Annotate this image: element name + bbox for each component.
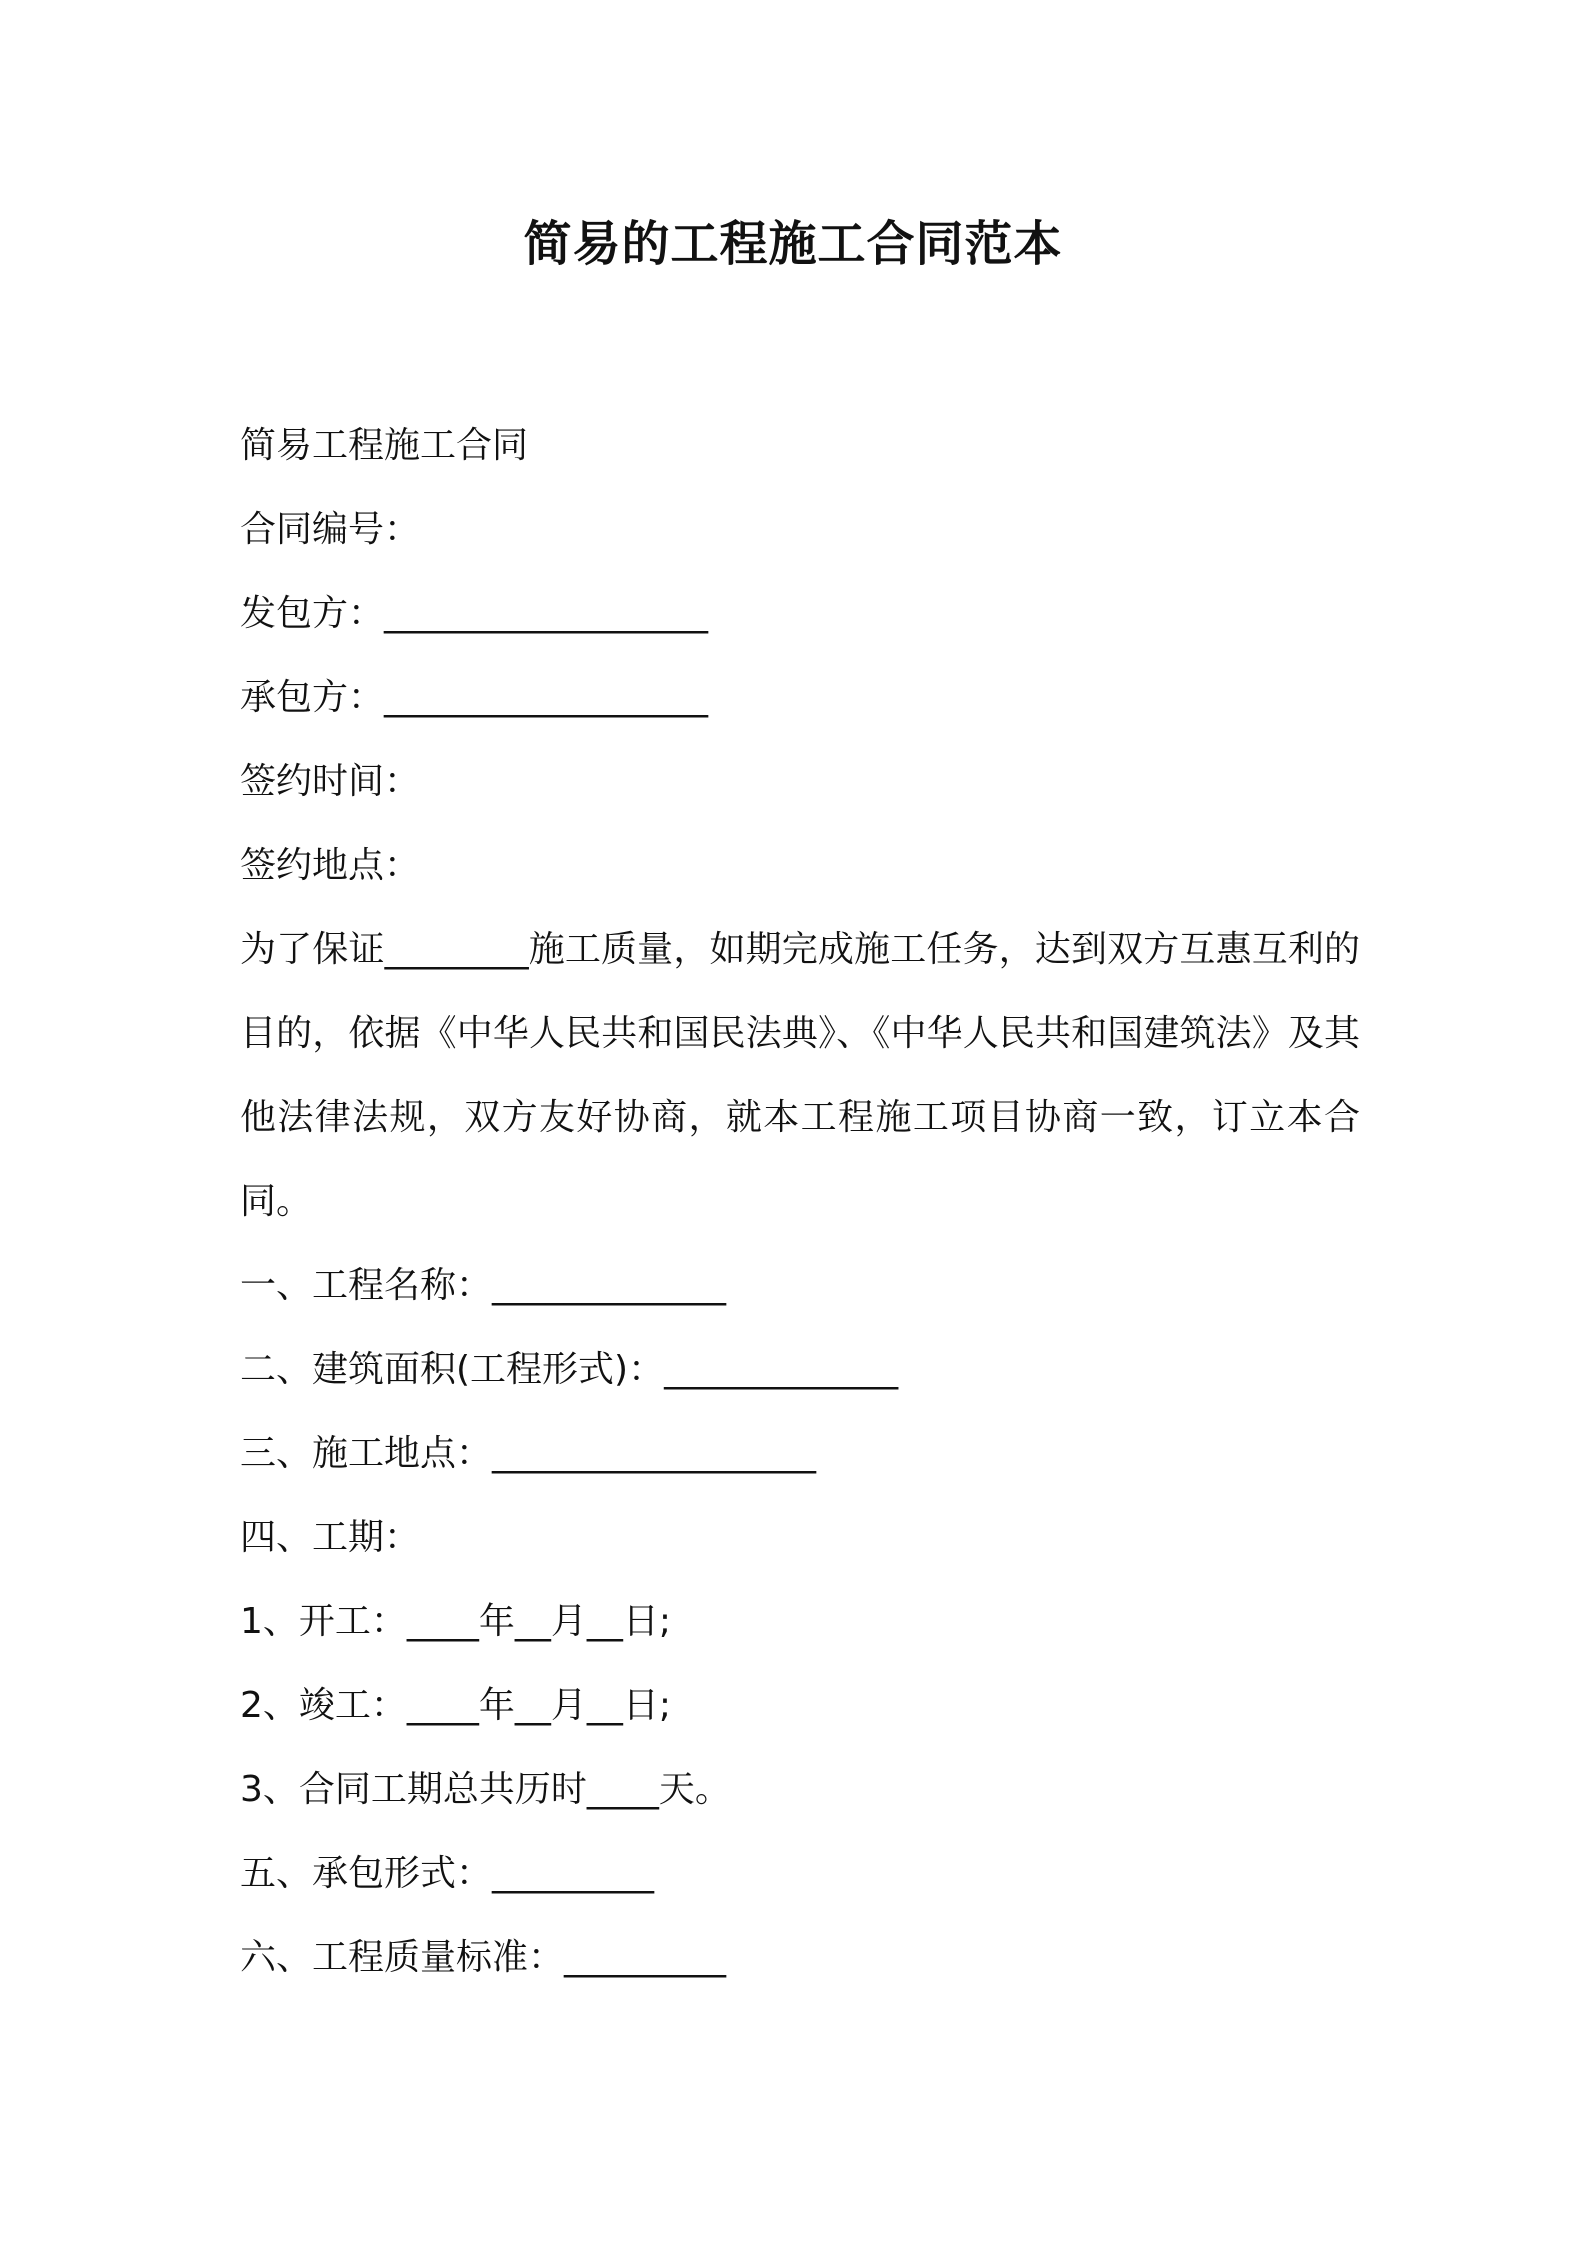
clause-construction-site: 三、施工地点：__________________ bbox=[240, 1433, 817, 1474]
clause-start-date: 1、开工：____年__月__日; bbox=[240, 1601, 672, 1642]
contract-number-line: 合同编号： bbox=[240, 509, 421, 550]
intro-paragraph: 为了保证________施工质量，如期完成施工任务，达到双方互惠互利的目的，依据《中华人民共和国民法典》、《中华人民共和国建筑法》及其他法律法规，双方友好协商，就本工程施工项目协商一致，订立本合同。 bbox=[240, 929, 1360, 1222]
clause-building-area: 二、建筑面积(工程形式)：_____________ bbox=[240, 1349, 899, 1390]
clause-quality-standard: 六、工程质量标准：_________ bbox=[240, 1937, 727, 1978]
contractor-line: 承包方：__________________ bbox=[240, 677, 709, 718]
clause-project-name: 一、工程名称：_____________ bbox=[240, 1265, 727, 1306]
clause-contract-form: 五、承包形式：_________ bbox=[240, 1853, 655, 1894]
signing-time-line: 签约时间： bbox=[240, 761, 421, 802]
document-title: 简易的工程施工合同范本 bbox=[523, 216, 1063, 272]
signing-place-line: 签约地点： bbox=[240, 845, 421, 886]
employer-line: 发包方：__________________ bbox=[240, 593, 709, 634]
document-body bbox=[240, 404, 1360, 2000]
clause-completion-date: 2、竣工：____年__月__日; bbox=[240, 1685, 672, 1726]
contract-heading: 简易工程施工合同 bbox=[240, 425, 529, 466]
clause-duration: 四、工期： bbox=[240, 1517, 421, 1558]
clause-total-days: 3、合同工期总共历时____天。 bbox=[240, 1769, 731, 1810]
